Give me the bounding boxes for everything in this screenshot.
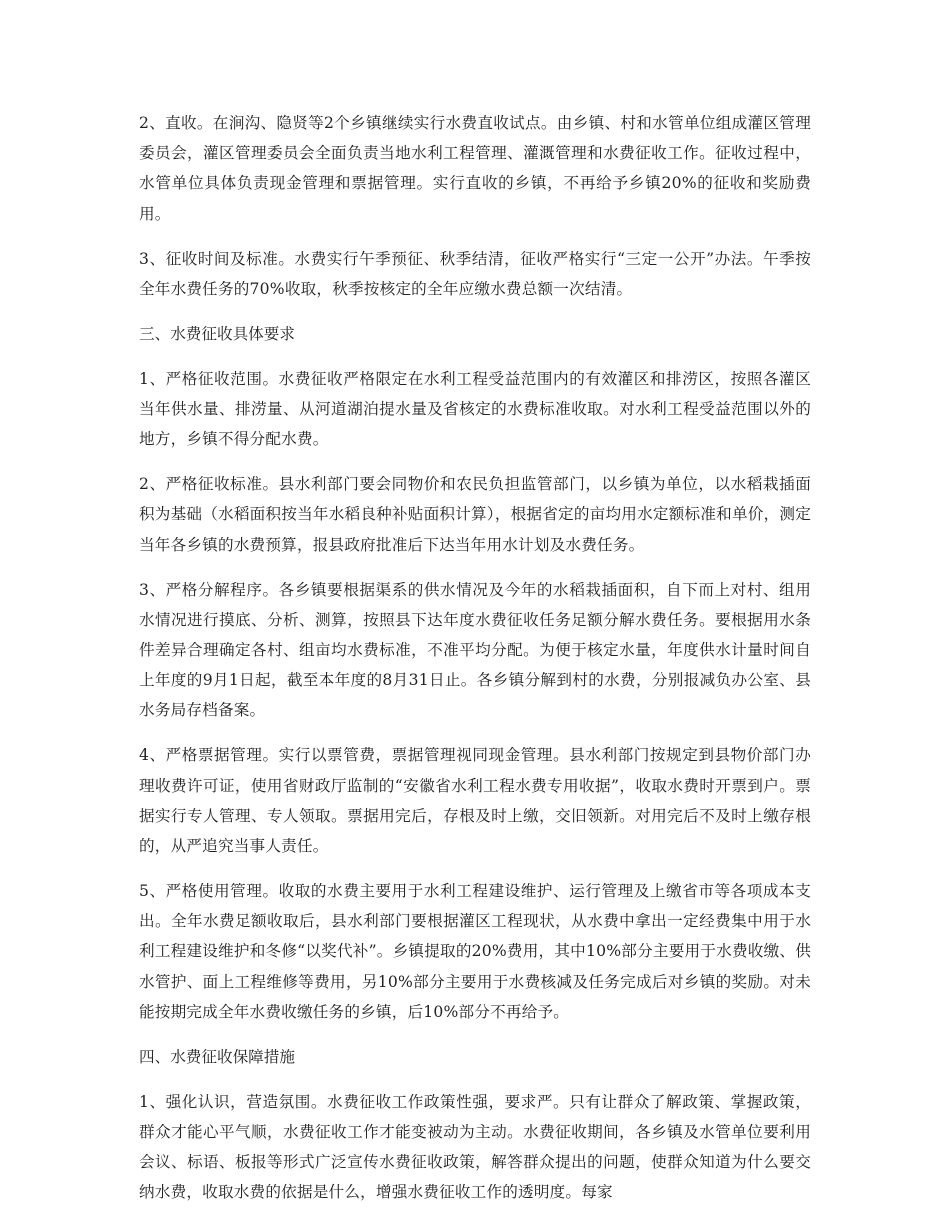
paragraph-direct-collection: 2、直收。在涧沟、隐贤等2个乡镇继续实行水费直收试点。由乡镇、村和水管单位组成灌区管理委员会，灌区管理委员会全面负责当地水利工程管理、灌溉管理和水费征收工作。征收过程中，水管单位具体负责现金管理和票据管理。实行直收的乡镇，不再给予乡镇20%的征收和奖励费用。 [139, 114, 811, 223]
paragraph-receipt-management: 4、严格票据管理。实行以票管费，票据管理视同现金管理。县水利部门按规定到县物价部门办理收费许可证，使用省财政厅监制的“安徽省水利工程水费专用收据”，收取水费时开票到户。票据实行专人管理、专人领取。票据用完后，存根及时上缴，交旧领新。对用完后不及时上缴存根的，从严追究当事人责任。 [139, 746, 811, 856]
document-page [139, 108, 811, 1222]
paragraph-usage-management: 5、严格使用管理。收取的水费主要用于水利工程建设维护、运行管理及上缴省市等各项成本支出。全年水费足额收取后，县水利部门要根据灌区工程现状，从水费中拿出一定经费集中用于水利工程建设维护和冬修“以奖代补”。乡镇提取的20%费用，其中10%部分主要用于水费收缴、供水管护、面上工程维修等费用，另10%部分主要用于水费核减及任务完成后对乡镇的奖励。对未能按期完成全年水费收缴任务的乡镇，后10%部分不再给予。 [139, 882, 811, 1021]
paragraph-collection-time-standard: 3、征收时间及标准。水费实行午季预征、秋季结清，征收严格实行“三定一公开”办法。午季按全年水费任务的70%收取，秋季按核定的全年应缴水费总额一次结清。 [139, 249, 811, 298]
paragraph-decomposition-procedure: 3、严格分解程序。各乡镇要根据渠系的供水情况及今年的水稻栽插面积，自下而上对村、组用水情况进行摸底、分析、测算，按照县下达年度水费征收任务足额分解水费任务。要根据用水条件差异合理确定各村、组亩均水费标准，不准平均分配。为便于核定水量，年度供水计量时间自上年度的9月1日起，截至本年度的8月31日止。各乡镇分解到村的水费，分别报减负办公室、县水务局存档备案。 [139, 580, 811, 720]
paragraph-collection-scope: 1、严格征收范围。水费征收严格限定在水利工程受益范围内的有效灌区和排涝区，按照各灌区当年供水量、排涝量、从河道湖泊提水量及省核定的水费标准收取。对水利工程受益范围以外的地方，乡镇不得分配水费。 [139, 369, 811, 449]
paragraph-awareness: 1、强化认识，营造氛围。水费征收工作政策性强，要求严。只有让群众了解政策、掌握政策，群众才能心平气顺，水费征收工作才能变被动为主动。水费征收期间，各乡镇及水管单位要利用会议、标语、板报等形式广泛宣传水费征收政策，解答群众提出的问题，使群众知道为什么要交纳水费，收取水费的依据是什么，增强水费征收工作的透明度。每家 [139, 1092, 811, 1202]
section-heading-4: 四、水费征收保障措施 [139, 1047, 295, 1066]
paragraph-collection-standard: 2、严格征收标准。县水利部门要会同物价和农民负担监管部门，以乡镇为单位，以水稻栽插面积为基础（水稻面积按当年水稻良种补贴面积计算），根据省定的亩均用水定额标准和单价，测定当年各乡镇的水费预算，报县政府批准后下达当年用水计划及水费任务。 [139, 475, 811, 554]
section-heading-3: 三、水费征收具体要求 [139, 324, 295, 343]
